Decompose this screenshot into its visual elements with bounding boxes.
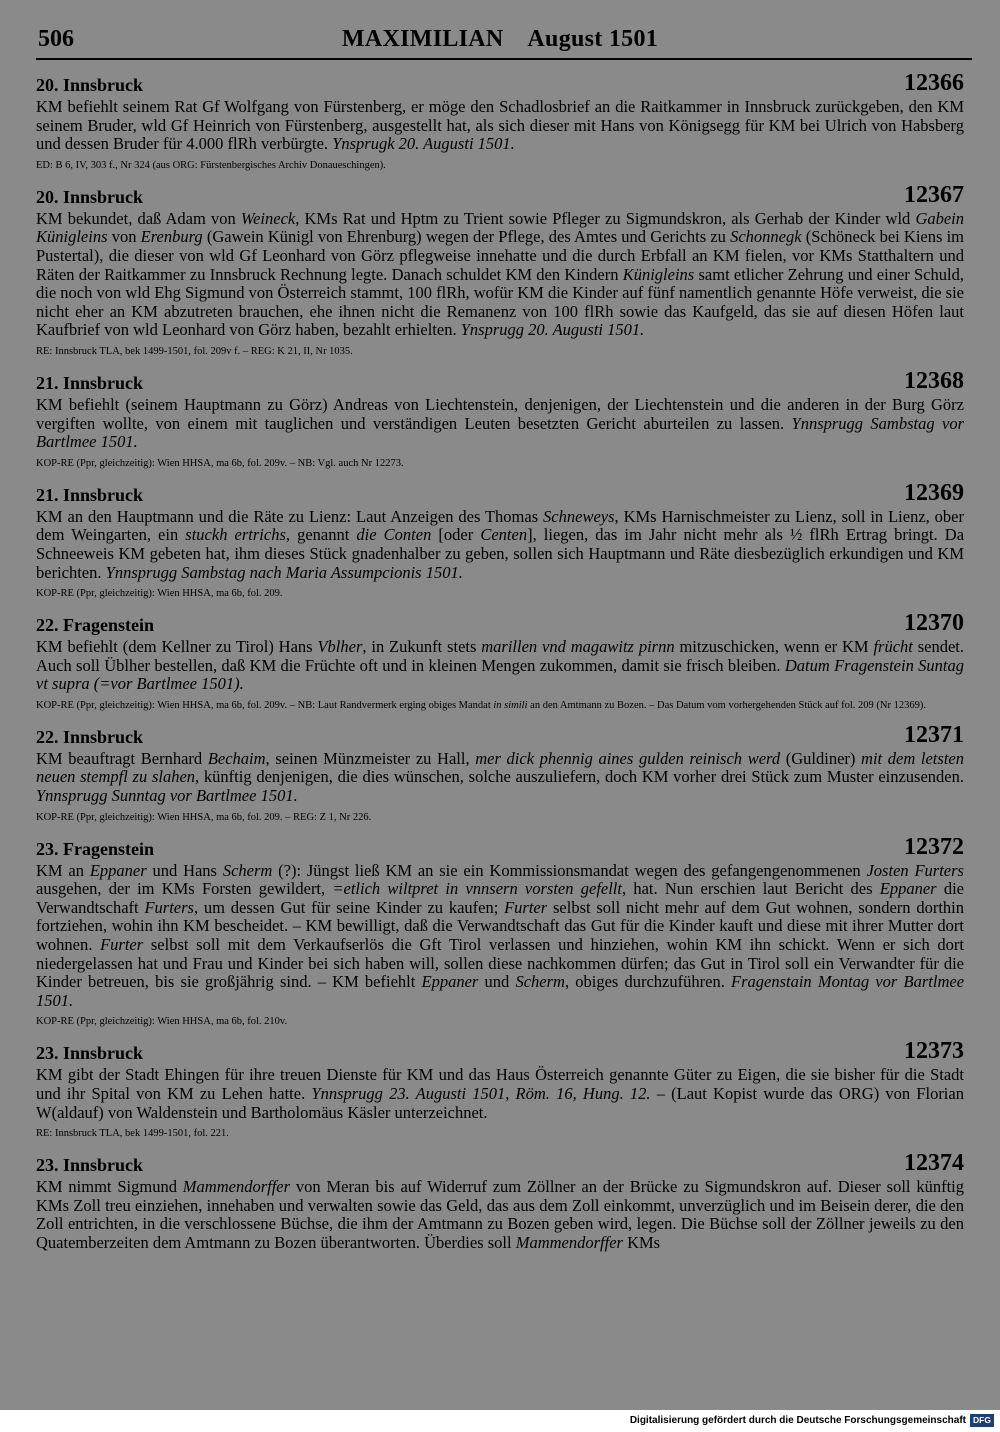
entry-source: KOP-RE (Ppr, gleichzeitig): Wien HHSA, ma 6b, fol. 210v. (36, 1016, 288, 1028)
regest-entry (36, 834, 964, 1029)
regest-list (36, 70, 964, 1256)
regest-entry (36, 722, 964, 824)
entry-number: 12373 (904, 1038, 964, 1065)
entry-heading (36, 368, 964, 394)
entry-number: 12370 (904, 610, 964, 637)
entry-number: 12367 (904, 181, 964, 208)
entry-number: 12374 (904, 1150, 964, 1177)
regest-entry (36, 480, 964, 600)
entry-heading (36, 480, 964, 506)
running-header (0, 10, 1000, 58)
entry-date-place: 22. Innsbruck (36, 726, 144, 747)
entry-text: KM nimmt Sigmund Mammendorffer von Meran bis auf Widerruf zum Zöllner an der Brücke zu Sigmundskron auf. Dieser soll künftig KMs Zoll treu einziehen, innehaben und verwalten sowie das Geld, das aus dem Zoll einkommt, unverzüglich und im Beisein derer, die den Zoll entrichten, in die verschlossene Büchse, die ihm der Amtmann zu Bozen geben wird, legen. Die Büchse soll der Zöllner jeweils zu den Quatemberzeiten dem Amtmann zu Bozen überantworten. Überdies soll Mammendorffer KMs (36, 1177, 964, 1252)
entry-heading (36, 70, 964, 96)
funding-credit: Digitalisierung gefördert durch die Deutsche Forschungsgemeinschaft (629, 1415, 966, 1426)
entry-date-place: 21. Innsbruck (36, 484, 144, 505)
regest-entry (36, 610, 964, 712)
entry-source: KOP-RE (Ppr, gleichzeitig): Wien HHSA, ma 6b, fol. 209. – REG: Z 1, Nr 226. (36, 811, 372, 823)
entry-date-place: 20. Innsbruck (36, 75, 144, 95)
entry-source: RE: Innsbruck TLA, bek 1499-1501, fol. 221. (36, 1128, 229, 1140)
entry-source: KOP-RE (Ppr, gleichzeitig): Wien HHSA, ma 6b, fol. 209. (36, 588, 283, 600)
entry-source: KOP-RE (Ppr, gleichzeitig): Wien HHSA, ma 6b, fol. 209v. – NB: Laut Randvermerk erging obiges Mandat in simili an den Amtmann zu Bozen. – Das Datum vom vorhergehenden Stück auf fol. 209 (Nr 12369). (36, 699, 926, 711)
entry-source: ED: B 6, IV, 303 f., Nr 324 (aus ORG: Fürstenbergisches Archiv Donaueschingen). (36, 159, 386, 171)
page-number: 506 (38, 26, 74, 52)
entry-number: 12369 (904, 479, 964, 506)
entry-number: 12372 (904, 833, 964, 860)
entry-heading (36, 610, 964, 636)
entry-date-place: 23. Innsbruck (36, 1155, 144, 1176)
entry-heading (36, 834, 964, 860)
entry-text: KM an Eppaner und Hans Scherm (?): Jüngst ließ KM an sie ein Kommissionsmandat wegen des gefangengenommenen Josten Furters ausgehen, der im KMs Forsten gewildert, =etlich wiltpret in vnnsern vorsten gefellt, hat. Nun erschien laut Bericht des Eppaner die Verwandtschaft Furters, um dessen Gut für seine Kinder zu kaufen; Furter selbst soll nicht mehr auf dem Gut wohnen, sondern dorthin fortziehen, wohin ihn KM bescheidet. – KM bewilligt, daß die Verwandtschaft das Gut für die Kinder kauft und diese mit ihrer Mutter dort wohnen. Furter selbst soll mit dem Verkaufserlös die Gft Tirol verlassen und hinziehen, wohin KM ihn schickt. Wenn er sich dort niedergelassen hat und Frau und Kinder bei sich haben will, sollen diese nachkommen dürfen; das Gut in Tirol soll ein Verwandter für die Kinder betreuen, bis sie großjährig sind. – KM befiehlt Eppaner und Scherm, obiges durchzuführen. Fragenstain Montag vor Bartlmee 1501. (36, 860, 965, 1010)
entry-text: KM befiehlt (dem Kellner zu Tirol) Hans Vblher, in Zukunft stets marillen vnd magawitz pirnn mitzuschicken, wenn er KM frücht sendet. Auch soll Üblher bestellen, daß KM die Früchte oft und in kleinen Mengen zukommen, damit sie frisch bleiben. Datum Fragenstein Suntag vt supra (=vor Bartlmee 1501). (36, 637, 965, 694)
entry-source: RE: Innsbruck TLA, bek 1499-1501, fol. 209v f. – REG: K 21, II, Nr 1035. (36, 345, 353, 357)
entry-number: 12371 (904, 721, 964, 748)
entry-date-place: 22. Fragenstein (36, 615, 154, 636)
entry-date-place: 20. Innsbruck (36, 186, 144, 207)
dfg-logo: DFG (970, 1414, 994, 1427)
regest-entry (36, 1150, 964, 1252)
entry-text: KM an den Hauptmann und die Räte zu Lienz: Laut Anzeigen des Thomas Schneweys, KMs Harnischmeister zu Lienz, soll in Lienz, ober dem Weingarten, ein stuckh ertrichs, genannt die Conten [oder Centen], liegen, das im Jahr nicht mehr als ½ flRh Ertrag bringt. Da Schneeweis KM gebeten hat, ihm dieses Stück gnadenhalber zu geben, sollen sich Hauptmann und Räte diesbezüglich erkundigen und KM berichten. Ynnsprugg Sambstag nach Maria Assumpcionis 1501. (36, 506, 965, 582)
regest-entry (36, 182, 964, 358)
entry-date-place: 23. Fragenstein (36, 838, 154, 859)
entry-text: KM befiehlt (seinem Hauptmann zu Görz) Andreas von Liechtenstein, denjenigen, der Liechtenstein und die anderen in der Burg Görz vergiften wollte, von einem mit tauglichen und verständigen Leuten besetzten Gericht aburteilen zu lassen. Ynnsprugg Sambstag vor Bartlmee 1501. (36, 394, 964, 452)
entry-heading (36, 1038, 964, 1064)
entry-source: KOP-RE (Ppr, gleichzeitig): Wien HHSA, ma 6b, fol. 209v. – NB: Vgl. auch Nr 12273. (36, 457, 404, 469)
entry-heading (36, 1150, 964, 1176)
running-title: MAXIMILIAN August 1501 (341, 26, 659, 52)
regest-entry (36, 368, 964, 470)
entry-date-place: 23. Innsbruck (36, 1043, 144, 1064)
footer-bar (0, 1410, 1000, 1432)
header-rule (36, 58, 972, 60)
entry-text: KM bekundet, daß Adam von Weineck, KMs Rat und Hptm zu Trient sowie Pfleger zu Sigmundskron, als Gerhab der Kinder wld Gabein Künigleins von Erenburg (Gawein Künigl von Ehrenburg) wegen der Pflege, des Amtes und Gerichts zu Schonnegk (Schöneck bei Kiens im Pustertal), die dieser von wld Gf Leonhard von Görz pflegweise innehatte und die durch Erbfall an KM fielen, vor KMs Statthaltern und Räten der Raitkammer zu Innsbruck Rechnung legte. Danach schuldet KM den Kindern Künigleins samt etlicher Zehrung und einer Schuld, die noch von wld Ehg Sigmund von Österreich stammt, 100 flRh, wofür KM die Kinder auf fünf namentlich genannte Höfe verweist, die sie nicht eher an KM abzutreten brauchen, ehe ihnen nicht die Remanenz von 100 flRh sowie das Kaufgeld, das sie auf diesen Höfen laut Kaufbrief von wld Leonhard von Görz haben, bezahlt erhielten. Ynsprugg 20. Augusti 1501. (36, 208, 965, 340)
regest-entry (36, 1038, 964, 1140)
entry-heading (36, 722, 964, 748)
entry-date-place: 21. Innsbruck (36, 372, 144, 393)
entry-text: KM befiehlt seinem Rat Gf Wolfgang von Fürstenberg, er möge den Schadlosbrief an die Raitkammer in Innsbruck zurückgeben, den KM seinem Bruder, wld Gf Heinrich von Fürstenberg, ausgestellt hat, als sich dieser mit Hans von Königsegg für KM bei Ulrich von Habsberg und dessen Bruder für 4.000 flRh verbürgte. Ynsprugk 20. Augusti 1501. (36, 97, 964, 154)
entry-text: KM beauftragt Bernhard Bechaim, seinen Münzmeister zu Hall, mer dick phennig aines gulden reinisch werd (Guldiner) mit dem letsten neuen stempfl zu slahen, künftig denjenigen, die dies wünschen, solche auszuliefern, doch KM vorher drei Stück zum Muster einzusenden. Ynnsprugg Sunntag vor Bartlmee 1501. (36, 748, 965, 806)
entry-heading (36, 182, 964, 208)
entry-text: KM gibt der Stadt Ehingen für ihre treuen Dienste für KM und das Haus Österreich genannte Güter zu Eigen, die sie bisher für die Stadt und ihr Spital von KM zu Lehen hatte. Ynnsprugg 23. Augusti 1501, Röm. 16, Hung. 12. – (Laut Kopist wurde das ORG) von Florian W(aldauf) von Waldenstein und Bartholomäus Käsler unterzeichnet. (36, 1065, 964, 1122)
regest-entry (36, 70, 964, 172)
entry-number: 12366 (904, 70, 964, 96)
entry-number: 12368 (904, 367, 964, 394)
